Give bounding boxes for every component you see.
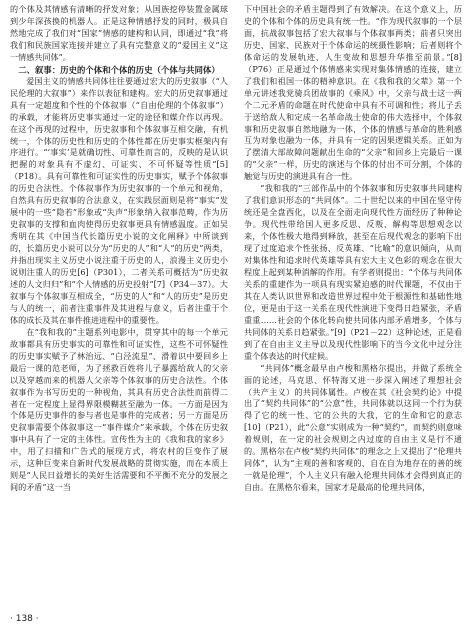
paragraph-war-narrative: 下中国社会的矛盾主题得到了有效解决。在这个意义上，历史的个体和个体的历史具有统一性。“作为现代叙事的一个层面，抗战叙事包括了宏大叙事与个体叙事两类；前者只突出历史、国家、民族对于个体命运的统摄性影响；后者则将个体命运的发展轨迹、人生变故和思想升华推至前景。”[8]（P76）正是通过个体情感来实现对集体情感的连接，建立了我们和祖国一体的精神意识。在《我和我的父辈》第一个单元讲述我党骑兵团故事的《乘风》中，父亲与战士这一两个二元矛盾的命题在时代使命中具有不可调和性；将儿子丢于送给敌人和定成一名革命战士使命的伟大选择中，个体叙事和历史叙事自然地融为一体，个体的情感与革命的胜利感互为对象也融为一体，并具有一定的因果逻辑关系。正如为了摆清大部故障问题献出生命的“父亲”和回乡上完最后一课的“父亲”一样，历史的演述与个体的付出不可分割，个体的触觉与历史的演进具有合一性。: [244, 4, 462, 182]
paragraph-history-narrative: 爱国主义的情感共同体往往要通过宏大的历史叙事（“人民伦理的大叙事”）来作以表征和建构。宏大的历史叙事通过具有一定超度和个性的个体叙事（“自由伦理的个体叙事”）的承载，才能将历史事实通过一定的途径和媒介作以再现。在这个再现的过程中，历史叙事和个体叙事互相交融，有机统一，个体的历史性和历史的个体性都在历史事实框架内有序进行。“‘事实’是就确切性、可靠性而言的，反映的是认识把握的对象具有不虚幻、可证实、不可怀疑等性质”[5]（P18）。具有可靠性和可证实性的历史事实，赋予个体叙事的历史合法性。个体叙事作为历史叙事的一个单元和视角，自然具有历史叙事的合法意义，在实践层面则是将“事实”发展中的一些“隐若”形象或“失声”形象纳入叙事范畴，作为历史叙事的支撑和血肉使得历史叙事更具有情感温度。正如吴秀明在其《中国当代长篇历史小说的文化阐释》中所谈到的，长篇历史小说可以分为“历史的人”和“人”的历史”两类，并指出现实主义历史小说注重于历史的人，浪漫主义历史小说则注重人的历史[6]（P301），二者关系可概括为“历史叙述的人文归归”和“个人情感的历史投射”[7]（P34－37）。大叙事与个体叙事互相成全，“历史的人”和“人的历史”是历史与人的统一，前者注重事件及其进程与意义，后者注重于个体的成长及其在事件推进进程中的重要性。: [10, 75, 228, 325]
paragraph-intro-continuation: 的个体及其情感有清晰的抒发对象；从国族挖停装置金属球到少年深孩换的机器人。正是这种情感抒发的同时，极具自然地完成了我们对“国家”情感的建构和认同，即通过“我”将我们和民族国家连接并建立了具有完整意义的“爱国主义”这一情感共同体”。: [10, 4, 228, 62]
section-heading: 二、叙事：历史的个体和个体的历史（个体与共同体）: [18, 64, 220, 75]
paragraph-community-ideology: “我和我的”三部作品中的个体叙事和历史叙事共同建构了我们意识形态的“共同体”。二十世纪以来的中国在坚守传统还是全盘西化，以及在全面走向现代性方面经历了种种论争。现代性带给国人更多反思、反叛、解构等思想观念以来，个体性极大地得到释放，甚至在后现代观念的影响下出现了过度追求个性张扬、反英雄、“比喻”的意识倾向，从而对集体性和追求时代英雄等具有宏大主义色彩的观念在很大程度上起到某种消解的作用。有学者则提出：“个体与共同体关系的重建作为一项具有现实紧迫感的时代课题，不仅由于其在人类认识世界和改造世界过程中处于根源性和基础性地位，更是由于这一关系在现代性演进下变得日趋紧张，矛盾重重……社会的个体化转向使共同体内部矛盾增多，个体与共同体的关系日趋紧张。”[9]（P21－22）这种论述，正是看到了在自由主义主导以及现代性影响下的当今文化中过分注重个体表达的时代症候。: [244, 183, 462, 361]
right-column: [244, 4, 462, 608]
paragraph-community-concept: “共同体”概念最早由卢梭和黑格尔提出，并做了系统全面的论述，马克思、怀特海又进一步深入阐述了理想社会（共产主义）的共同体属性。卢梭在其《社会契约论》中提出了“契约共同体”的“公意”性，共同体就以这同一个行为获得了它的统一性、它的公共的大我，它的生命和它的意志[10]（P21），此“公意”实则成为一种“契约”，而契约则意味着规则，在一定的社会规则之内过度的自由主义是行不通的。黑格尔在卢梭“契约共同体”的理念之上又提出了“伦理共同体”，认为“主观的善和客观的、自在自为地存在的善的统一就是伦理”，个人主义只有融入伦理共同体才会得到真正的自由。在黑格尔看来，国家才是最高的伦理共同体，: [244, 362, 462, 493]
left-column: [10, 4, 228, 608]
page-number: · 138 ·: [10, 614, 39, 624]
paragraph-film-series: 在“我和我的”主题系列电影中，贯穿其中的每一个单元故事都具有历史事实的可靠性和可证实性，这些不可怀疑性的历史事实赋予了林治远、“白泾流星”、滑着识中要回乡上最后一课的范老师，为了拯救百姓将儿子暴露给敌人的父亲以及穿越而来的机器人父亲等个体叙事的历史合法性。个体叙事作为书写历史的一种视角，其具有历史合法性而前得二者在一定程度上显得界限模糊甚至融为一体。一方面是因为个体是历史事件的参与者也是事件的完成者；另一方面是历史叙事需要个体叙事这一“事件媒介”来承载，个体在历史叙事中具有了一定的主体性。宣传性为主的《我和我的家乡》中，用了扫描和广告式的展现方式，将农村的巨变作了展示，这种巨变来自新时代发展战略的贯彻实施，而在本质上则是“人民日益增长的美好生活需要和不平衡不充分的发展之间的矛盾”这一当: [10, 326, 228, 493]
